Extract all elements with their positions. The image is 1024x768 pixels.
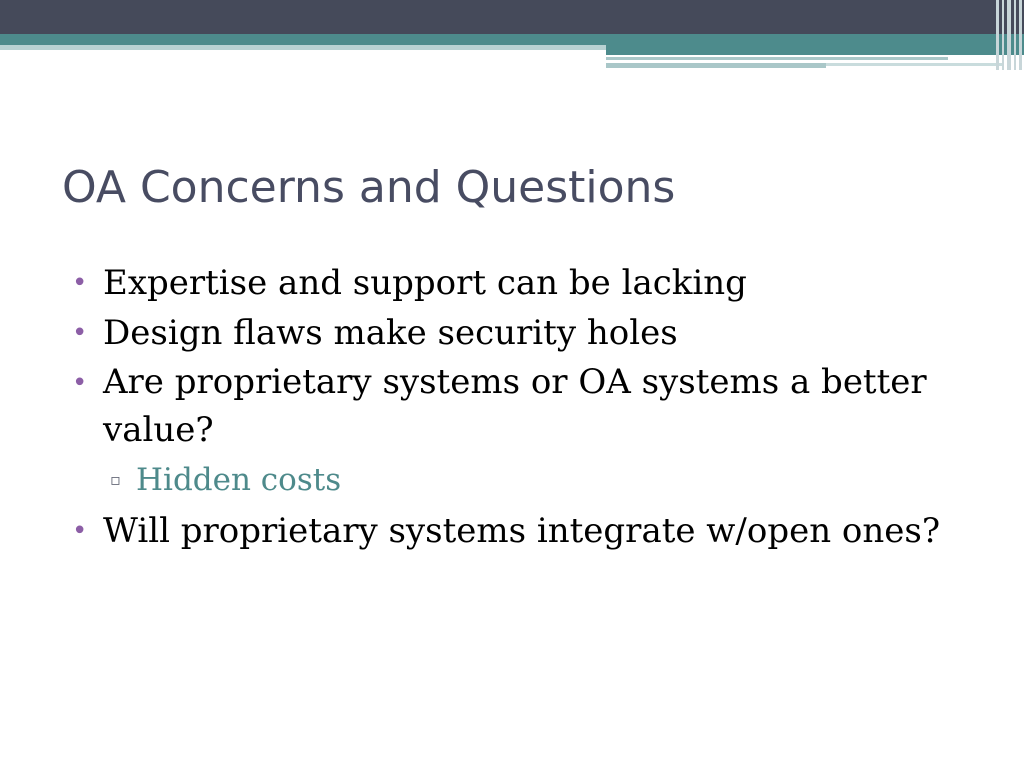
slide-title: OA Concerns and Questions [62, 162, 676, 213]
bullet-text: Are proprietary systems or OA systems a better value? [103, 362, 927, 450]
sub-bullet-item [72, 454, 972, 506]
header-banner-teal [0, 34, 1024, 45]
bullet-item [72, 308, 972, 358]
slide-content [72, 258, 972, 556]
bullet-marker-icon: • [72, 516, 88, 546]
bullet-item [72, 258, 972, 308]
bullet-item [72, 506, 972, 556]
header-accent-line [826, 63, 1002, 66]
bullet-marker-icon: • [72, 318, 88, 348]
bullet-marker-icon: • [72, 368, 88, 398]
bullet-text: Will proprietary systems integrate w/open ones? [103, 511, 941, 551]
header-banner-dark [0, 0, 1024, 34]
sub-bullet-marker-icon: ▫ [110, 470, 121, 489]
corner-stripes-decoration [994, 0, 1024, 70]
sub-bullet-text: Hidden costs [136, 462, 342, 498]
header-banner-teal-light [0, 45, 606, 50]
bullet-text: Design flaws make security holes [103, 313, 678, 353]
bullet-marker-icon: • [72, 268, 88, 298]
bullet-text: Expertise and support can be lacking [103, 263, 747, 303]
header-accent-line [606, 57, 948, 60]
header-banner-teal-step [606, 45, 1024, 55]
bullet-item [72, 358, 963, 454]
header-accent-line [606, 63, 826, 68]
